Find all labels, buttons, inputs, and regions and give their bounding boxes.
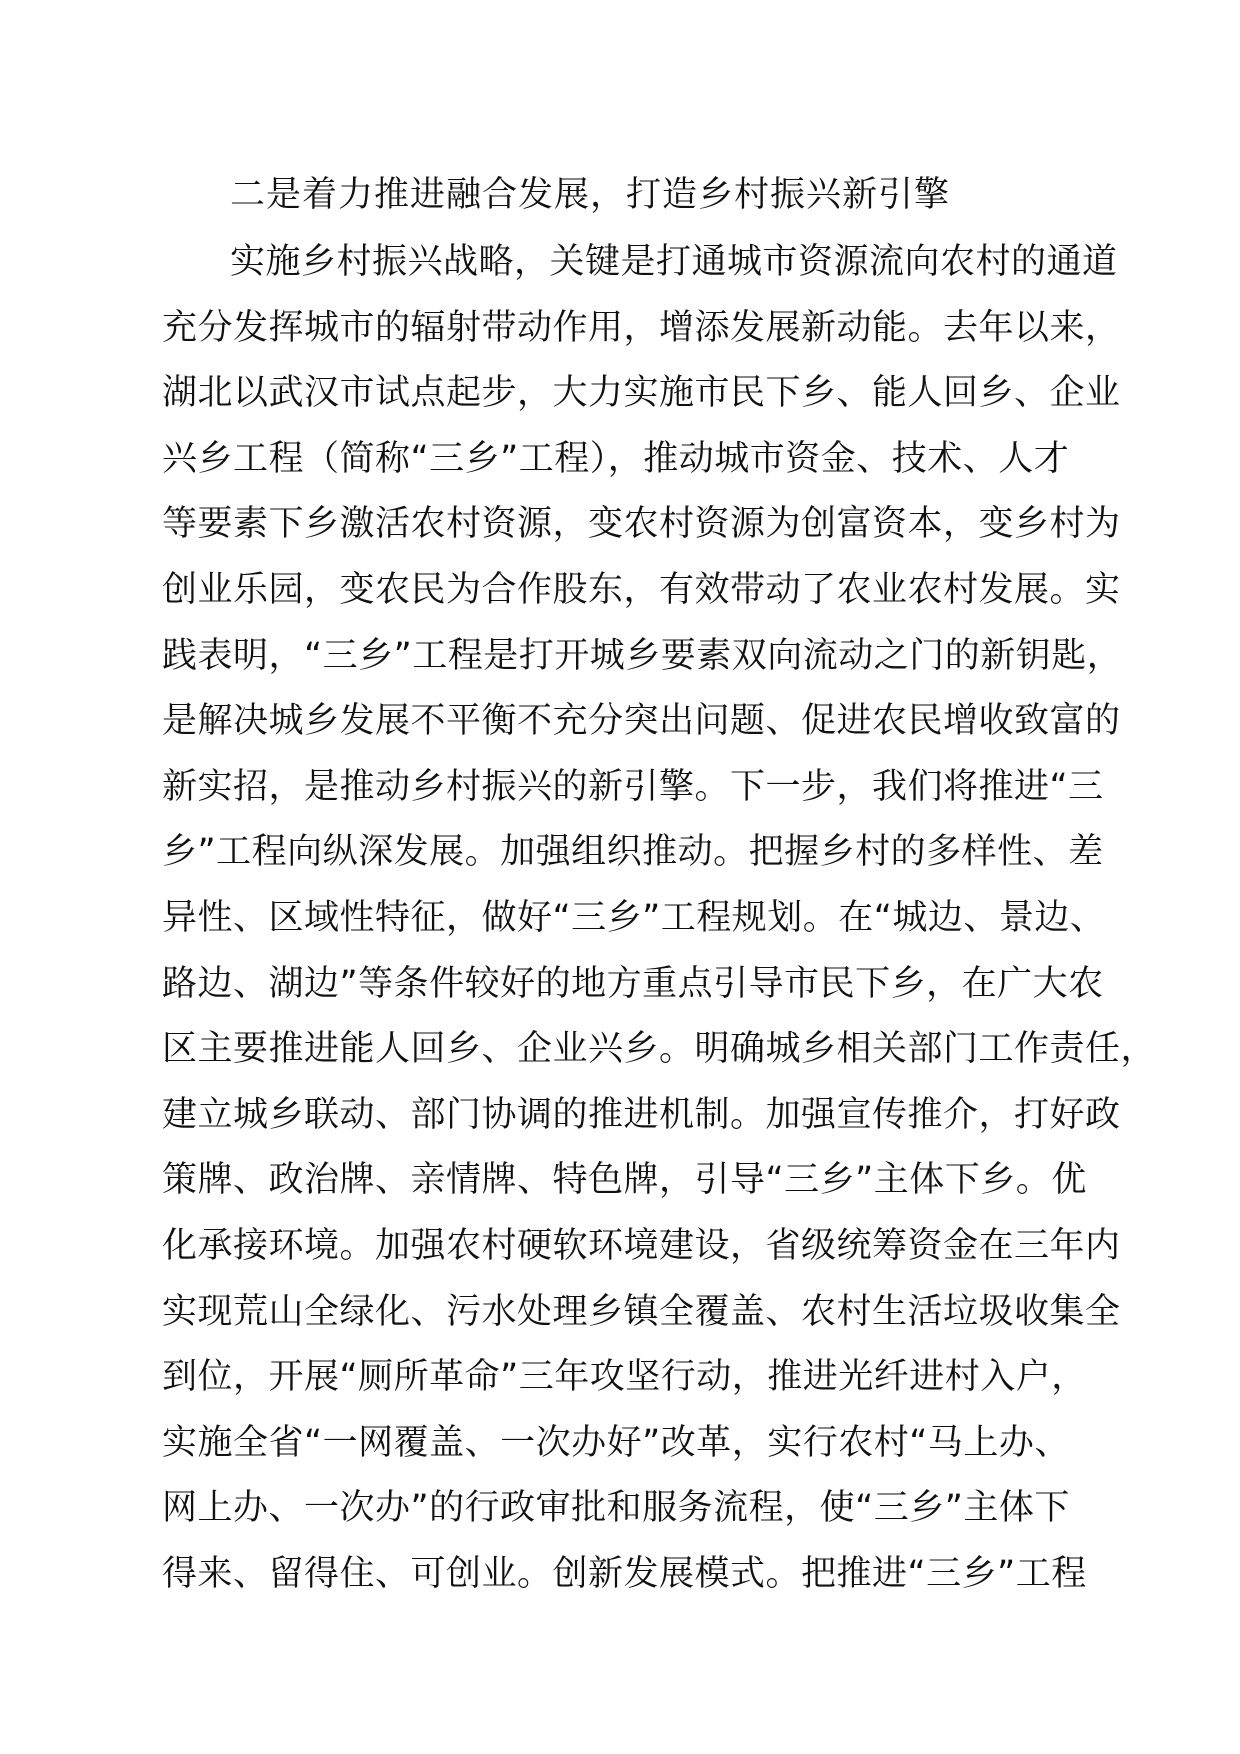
paragraph-line: 等要素下乡激活农村资源，变农村资源为创富资本，变乡村为 bbox=[162, 504, 1121, 545]
paragraph-line: 策牌、政治牌、亲情牌、特色牌，引导“三乡”主体下乡。优 bbox=[162, 1160, 1087, 1201]
paragraph-line: 得来、留得住、可创业。创新发展模式。把推进“三乡”工程 bbox=[162, 1553, 1087, 1594]
body-paragraph bbox=[162, 230, 1157, 1607]
paragraph-line: 化承接环境。加强农村硬软环境建设，省级统筹资金在三年内 bbox=[162, 1225, 1121, 1266]
paragraph-line: 新实招，是推动乡村振兴的新引擎。下一步，我们将推进“三 bbox=[162, 766, 1104, 807]
paragraph-line: 实施乡村振兴战略，关键是打通城市资源流向农村的通道 bbox=[230, 242, 1118, 282]
paragraph-line: 建立城乡联动、部门协调的推进机制。加强宣传推介，打好政 bbox=[162, 1094, 1121, 1135]
paragraph-line: 路边、湖边”等条件较好的地方重点引导市民下乡，在广大农 bbox=[162, 963, 1104, 1004]
paragraph-line: 践表明，“三乡”工程是打开城乡要素双向流动之门的新钥匙， bbox=[162, 635, 1123, 676]
paragraph-line: 湖北以武汉市试点起步，大力实施市民下乡、能人回乡、企业 bbox=[162, 373, 1121, 414]
paragraph-line: 实施全省“一网覆盖、一次办好”改革，实行农村“马上办、 bbox=[162, 1422, 1070, 1463]
section-heading: 二是着力推进融合发展，打造乡村振兴新引擎 bbox=[230, 175, 951, 215]
paragraph-line: 到位，开展“厕所革命”三年攻坚行动，推进光纤进村入户， bbox=[162, 1357, 1087, 1398]
paragraph-line: 兴乡工程（简称“三乡”工程），推动城市资金、技术、人才 bbox=[162, 438, 1070, 479]
paragraph-line: 乡”工程向纵深发展。加强组织推动。把握乡村的多样性、差 bbox=[162, 832, 1104, 873]
paragraph-line: 创业乐园，变农民为合作股东，有效带动了农业农村发展。实 bbox=[162, 569, 1121, 610]
paragraph-line: 充分发挥城市的辐射带动作用，增添发展新动能。去年以来， bbox=[162, 307, 1121, 348]
paragraph-line: 实现荒山全绿化、污水处理乡镇全覆盖、农村生活垃圾收集全 bbox=[162, 1291, 1121, 1332]
paragraph-line: 区主要推进能人回乡、企业兴乡。明确城乡相关部门工作责任， bbox=[162, 1029, 1157, 1070]
paragraph-line: 是解决城乡发展不平衡不充分突出问题、促进农民增收致富的 bbox=[162, 701, 1121, 742]
paragraph-line: 网上办、一次办”的行政审批和服务流程，使“三乡”主体下 bbox=[162, 1488, 1070, 1529]
paragraph-line: 异性、区域性特征，做好“三乡”工程规划。在“城边、景边、 bbox=[162, 897, 1106, 938]
